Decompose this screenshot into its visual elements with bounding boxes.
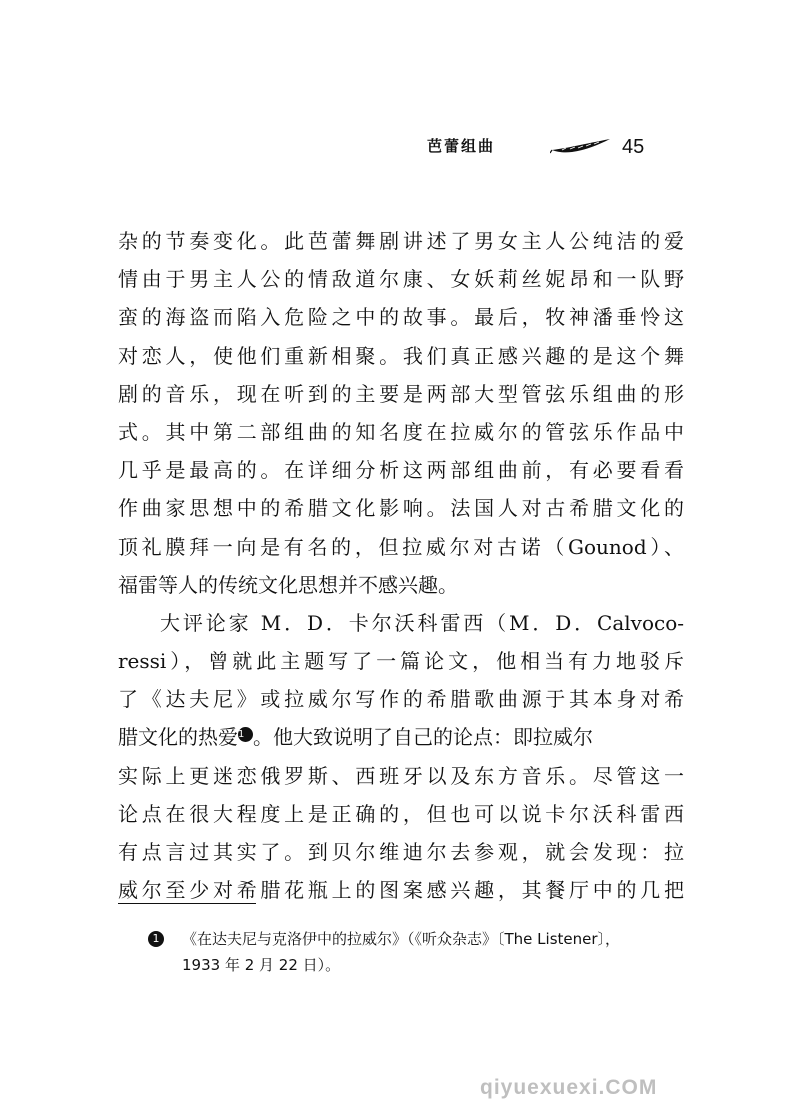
text-line: 作曲家思想中的希腊文化影响。法国人对古希腊文化的 [118, 496, 684, 521]
text-line: 顶礼膜拜一向是有名的，但拉威尔对古诺（Gounod）、 [118, 534, 684, 559]
footnote-ref-marker[interactable]: 1 [238, 727, 253, 742]
page-header [420, 134, 660, 164]
page-number: 45 [622, 136, 645, 158]
footnote-marker: 1 [148, 931, 164, 947]
feather-ornament-icon [550, 136, 614, 156]
text-line: ressi），曾就此主题写了一篇论文，他相当有力地驳斥 [118, 649, 684, 674]
text-line: 对恋人，使他们重新相聚。我们真正感兴趣的是这个舞 [118, 343, 684, 368]
footnote-text: 《在达夫尼与克洛伊中的拉威尔》（《听众杂志》〔The Listener〕， [182, 930, 621, 948]
text-segment: 。他大致说明了自己的论点：即拉威尔 [253, 725, 593, 750]
text-segment: 腊文化的热爱 [118, 725, 238, 750]
watermark: qiyuexuexi.COM [480, 1076, 658, 1099]
text-line: 了《达夫尼》或拉威尔写作的希腊歌曲源于其本身对希 [118, 687, 684, 712]
footnote-text: 1933 年 2 月 22 日）。 [182, 956, 341, 974]
text-line: 蛮的海盗而陷入危险之中的故事。最后，牧神潘垂怜这 [118, 305, 684, 330]
text-line: 实际上更迷恋俄罗斯、西班牙以及东方音乐。尽管这一 [118, 763, 684, 788]
text-line: 杂的节奏变化。此芭蕾舞剧讲述了男女主人公纯洁的爱 [118, 229, 684, 253]
body-text [118, 222, 684, 909]
text-line-with-ref [118, 718, 684, 756]
running-title: 芭蕾组曲 [427, 137, 496, 155]
footnote-divider [118, 903, 256, 904]
text-line: 论点在很大程度上是正确的，但也可以说卡尔沃科雷西 [118, 801, 684, 826]
text-line: 几乎是最高的。在详细分析这两部组曲前，有必要看看 [118, 458, 684, 483]
text-line: 福雷等人的传统文化思想并不感兴趣。 [118, 572, 458, 597]
text-line: 式。其中第二部组曲的知名度在拉威尔的管弦乐作品中 [118, 419, 684, 444]
text-line: 大评论家 M．D．卡尔沃科雷西（M．D．Calvoco- [160, 610, 684, 635]
footnote [150, 926, 690, 978]
text-line: 威尔至少对希腊花瓶上的图案感兴趣，其餐厅中的几把 [118, 878, 684, 903]
text-line: 剧的音乐，现在听到的主要是两部大型管弦乐组曲的形 [118, 381, 684, 406]
text-line: 有点言过其实了。到贝尔维迪尔去参观，就会发现：拉 [118, 840, 684, 864]
text-line: 情由于男主人公的情敌道尔康、女妖莉丝妮昂和一队野 [118, 267, 684, 292]
